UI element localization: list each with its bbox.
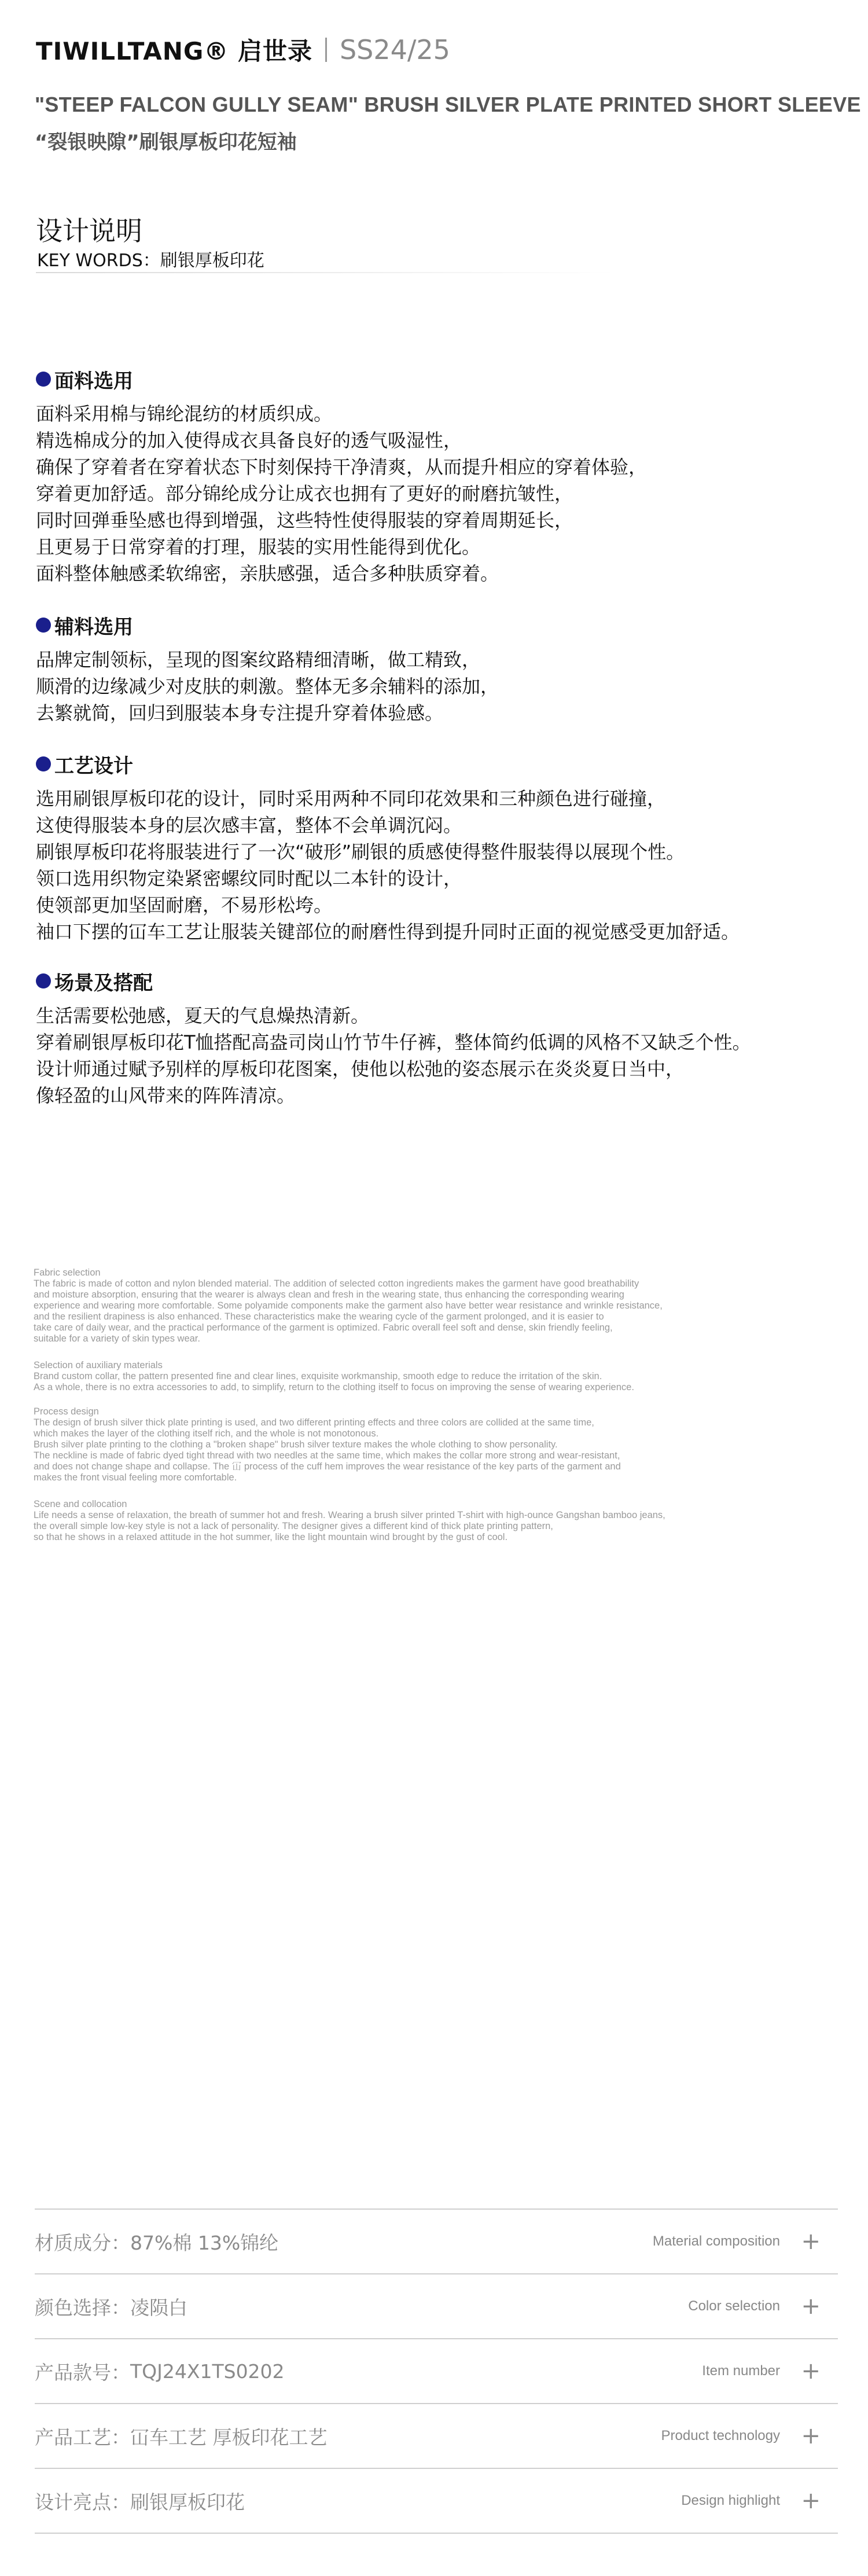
section-line: 顺滑的边缘减少对皮肤的刺激。整体无多余辅料的添加， [36, 675, 499, 697]
design-title: 设计说明 [36, 215, 142, 247]
section-heading [36, 365, 863, 394]
en-line: and moisture absorption, ensuring that the wearer is always clean and fresh in the wearing state, thus enhancing the corresponding wearing [34, 1289, 624, 1300]
info-en-label: Color selection [688, 2298, 780, 2314]
plus-icon[interactable]: + [801, 2228, 821, 2255]
en-line: Brush silver plate printing to the clothing a "broken shape" brush silver texture makes the whole clothing to show personality. [34, 1439, 558, 1450]
en-line: and does not change shape and collapse. The 冚 process of the cuff hem improves the wear resistance of the key parts of the garment and [34, 1461, 621, 1472]
info-value: TQJ24X1TS0202 [130, 2360, 285, 2383]
section-auxiliary [36, 611, 863, 726]
info-label: 产品工艺： [35, 2426, 130, 2449]
en-scene [34, 1499, 832, 1543]
brand-header [36, 32, 450, 67]
section-process [36, 749, 863, 945]
section-line: 同时回弹垂坠感也得到增强，这些特性使得服装的穿着周期延长， [36, 509, 573, 531]
section-heading-text: 辅料选用 [54, 615, 133, 639]
dot-icon [36, 756, 51, 771]
en-line: The fabric is made of cotton and nylon blended material. The addition of selected cotton ingredients makes the garment have good breathability [34, 1278, 639, 1289]
en-line: The design of brush silver thick plate printing is used, and two different printing effects and three colors are collided at the same time, [34, 1417, 594, 1428]
en-line: the overall simple low-key style is not a lack of personality. The designer gives a different kind of thick plate printing pattern, [34, 1521, 553, 1531]
section-body [36, 1002, 863, 1109]
section-line: 生活需要松弛感，夏天的气息燥热清新。 [36, 1005, 370, 1027]
info-row-material[interactable] [35, 2210, 838, 2274]
en-heading: Selection of auxiliary materials [34, 1360, 163, 1370]
brand-divider [325, 38, 327, 62]
section-body [36, 400, 863, 587]
section-heading-text: 工艺设计 [54, 754, 133, 778]
product-info-table [35, 2208, 838, 2534]
plus-icon[interactable]: + [801, 2423, 821, 2449]
section-line: 品牌定制领标，呈现的图案纹路精细清晰，做工精致， [36, 649, 481, 671]
info-value: 刷银厚板印花 [130, 2490, 245, 2513]
en-line: As a whole, there is no extra accessories to add, to simplify, return to the clothing itself to focus on improving the sense of wearing experience. [34, 1382, 634, 1392]
section-heading [36, 611, 863, 640]
en-line: which makes the layer of the clothing itself rich, and the whole is not monotonous. [34, 1428, 379, 1439]
en-line: Life needs a sense of relaxation, the breath of summer hot and fresh. Wearing a brush silver printed T-shirt with high-ounce Gangshan bamboo jeans, [34, 1510, 665, 1520]
en-fabric [34, 1267, 832, 1344]
info-en-label: Material composition [652, 2233, 780, 2249]
section-scene [36, 967, 863, 1109]
section-heading [36, 749, 863, 778]
section-line: 去繁就简，回归到服装本身专注提升穿着体验感。 [36, 702, 444, 724]
en-line: take care of daily wear, and the practical performance of the garment is optimized. Fabric overall feel soft and dense, skin friendly feeling, [34, 1322, 613, 1333]
info-label: 产品款号： [35, 2361, 130, 2384]
section-line: 刷银厚板印花将服装进行了一次“破形”刷银的质感使得整件服装得以展现个性。 [36, 841, 685, 863]
section-heading [36, 967, 863, 995]
section-line: 精选棉成分的加入使得成衣具备良好的透气吸湿性， [36, 429, 462, 451]
en-process [34, 1406, 832, 1483]
section-line: 设计师通过赋予别样的厚板印花图案，使他以松弛的姿态展示在炎炎夏日当中， [36, 1058, 685, 1080]
dot-icon [36, 973, 51, 988]
section-line: 使领部更加坚固耐磨，不易形松垮。 [36, 894, 333, 916]
en-line: so that he shows in a relaxed attitude in the hot summer, like the light mountain wind brought by the gust of cool. [34, 1532, 508, 1542]
section-line: 袖口下摆的冚车工艺让服装关键部位的耐磨性得到提升同时正面的视觉感受更加舒适。 [36, 921, 740, 943]
dot-icon [36, 372, 51, 387]
brand-logo: TIWILLTANG® 启世录 [36, 37, 312, 65]
plus-icon[interactable]: + [801, 2358, 821, 2384]
info-row-highlight[interactable] [35, 2469, 838, 2534]
season-label: SS24/25 [339, 34, 450, 65]
section-line: 面料整体触感柔软绵密，亲肤感强，适合多种肤质穿着。 [36, 563, 499, 585]
section-line: 面料采用棉与锦纶混纺的材质织成。 [36, 403, 333, 425]
section-body [36, 646, 863, 726]
section-line: 选用刷银厚板印花的设计，同时采用两种不同印花效果和三种颜色进行碰撞， [36, 788, 666, 810]
section-line: 领口选用织物定染紧密螺纹同时配以二本针的设计， [36, 868, 462, 890]
en-line: Brand custom collar, the pattern presented fine and clear lines, exquisite workmanship, smooth edge to reduce the irritation of the skin. [34, 1371, 602, 1381]
info-row-technology[interactable] [35, 2404, 838, 2469]
section-fabric [36, 365, 863, 587]
keywords-divider [36, 272, 615, 273]
en-line: suitable for a variety of skin types wear. [34, 1333, 200, 1344]
en-auxiliary [34, 1360, 832, 1393]
plus-icon[interactable]: + [801, 2487, 821, 2514]
section-body [36, 785, 863, 945]
en-heading: Scene and collocation [34, 1499, 127, 1509]
product-title-en: "STEEP FALCON GULLY SEAM" BRUSH SILVER PLATE PRINTED SHORT SLEEVE [35, 93, 861, 116]
en-line: makes the front visual feeling more comfortable. [34, 1472, 237, 1483]
info-en-label: Product technology [661, 2428, 780, 2443]
keywords: KEY WORDS：刷银厚板印花 [37, 251, 264, 271]
en-heading: Process design [34, 1406, 99, 1417]
en-line: and the resilient drapiness is also enhanced. These characteristics make the wearing cycle of the garment prolonged, and it is easier to [34, 1311, 604, 1322]
en-line: experience and wearing more comfortable. Some polyamide components make the garment also have better wear resistance and wrinkle resistance, [34, 1300, 663, 1311]
section-line: 像轻盈的山风带来的阵阵清凉。 [36, 1085, 296, 1107]
section-heading-text: 场景及搭配 [54, 971, 153, 995]
en-line: The neckline is made of fabric dyed tight thread with two needles at the same time, which makes the collar more strong and wear-resistant, [34, 1450, 620, 1461]
info-en-label: Item number [702, 2363, 780, 2379]
section-line: 穿着更加舒适。部分锦纶成分让成衣也拥有了更好的耐磨抗皱性， [36, 483, 573, 505]
section-line: 且更易于日常穿着的打理，服装的实用性能得到优化。 [36, 536, 481, 558]
info-row-item-number[interactable] [35, 2339, 838, 2404]
en-heading: Fabric selection [34, 1267, 101, 1278]
info-label: 设计亮点： [35, 2490, 130, 2513]
info-row-color[interactable] [35, 2274, 838, 2339]
plus-icon[interactable]: + [801, 2293, 821, 2320]
section-line: 穿着刷银厚板印花T恤搭配高盎司岗山竹节牛仔裤，整体简约低调的风格不又缺乏个性。 [36, 1031, 751, 1053]
info-value: 凌陨白 [130, 2296, 187, 2319]
info-en-label: Design highlight [681, 2493, 780, 2508]
info-value: 冚车工艺 厚板印花工艺 [130, 2426, 328, 2449]
info-value: 87%棉 13%锦纶 [130, 2231, 279, 2254]
info-label: 颜色选择： [35, 2296, 130, 2319]
section-line: 这使得服装本身的层次感丰富，整体不会单调沉闷。 [36, 814, 462, 836]
section-heading-text: 面料选用 [54, 369, 133, 393]
product-title-cn: “裂银映隙”刷银厚板印花短袖 [35, 131, 297, 154]
info-label: 材质成分： [35, 2231, 130, 2254]
dot-icon [36, 618, 51, 633]
section-line: 确保了穿着者在穿着状态下时刻保持干净清爽，从而提升相应的穿着体验， [36, 456, 648, 478]
